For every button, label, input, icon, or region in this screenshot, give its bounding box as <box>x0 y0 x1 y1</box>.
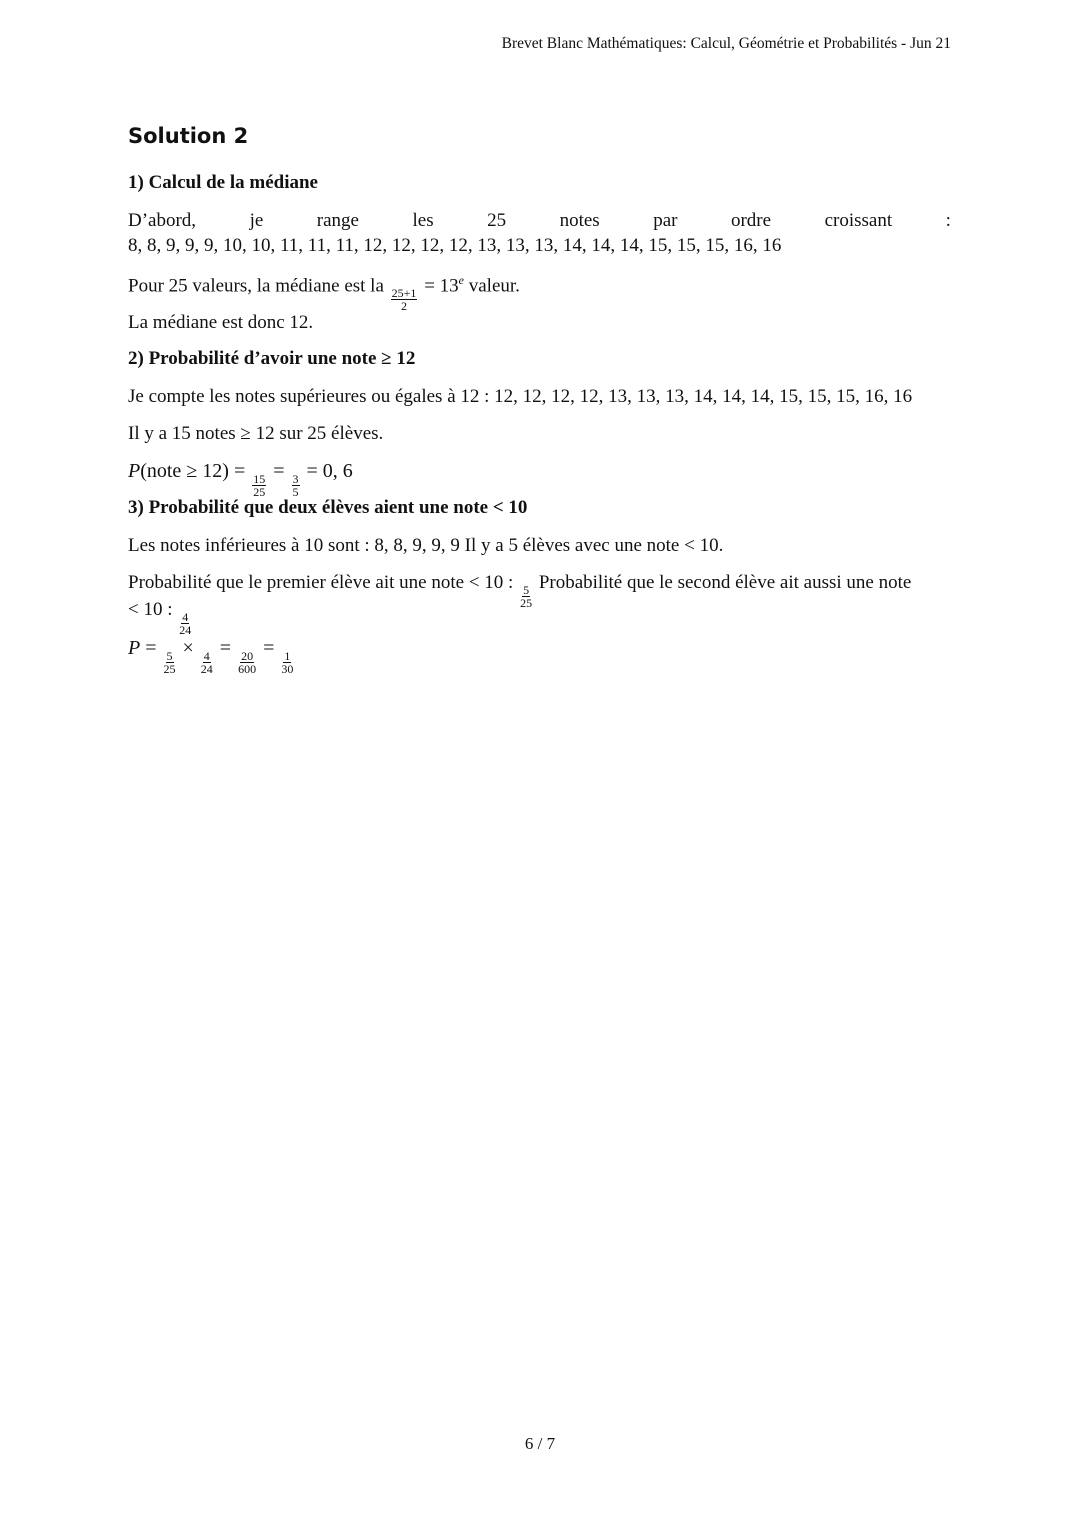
denominator: 24 <box>179 623 192 637</box>
denominator: 2 <box>401 299 408 314</box>
numerator: 25+1 <box>391 286 417 301</box>
sorted-values: 8, 8, 9, 9, 9, 10, 10, 11, 11, 11, 12, 12, 12, 12, 13, 13, 13, 14, 14, 14, 15, 15, 15, 16, 16 <box>128 235 782 256</box>
final-formula <box>128 637 951 675</box>
denominator: 25 <box>520 596 533 610</box>
word: je <box>249 210 264 231</box>
numerator: 5 <box>166 649 173 663</box>
eq: = <box>219 637 232 659</box>
fraction <box>292 473 300 498</box>
section-1-heading: 1) Calcul de la médiane <box>128 172 318 193</box>
word: les <box>412 210 434 231</box>
denominator: 25 <box>253 485 266 499</box>
word: D’abord, <box>128 210 197 231</box>
eq: = <box>273 460 285 482</box>
var: P <box>128 637 141 659</box>
numerator: 5 <box>523 583 530 597</box>
median-conclusion: La médiane est donc 12. <box>128 312 314 333</box>
text: Pour 25 valeurs, la médiane est la <box>128 275 384 297</box>
word: par <box>653 210 678 231</box>
fraction <box>391 287 418 312</box>
var: P <box>128 460 141 482</box>
page-number: 6 / 7 <box>524 1434 556 1453</box>
word: ordre <box>730 210 772 231</box>
fraction <box>252 473 266 498</box>
text: = 13 <box>424 275 459 297</box>
text: valeur. <box>463 275 520 297</box>
word: range <box>316 210 359 231</box>
fraction <box>179 611 191 636</box>
text: (note ≥ 12) = <box>140 460 246 482</box>
fraction <box>281 650 293 675</box>
numerator: 4 <box>182 610 189 624</box>
count-line: Je compte les notes supérieures ou égales à 12 : 12, 12, 12, 12, 13, 13, 13, 14, 14, 14, 15, 15, 15, 16, 16 <box>128 386 913 407</box>
word: croissant <box>824 210 893 231</box>
denominator: 600 <box>238 662 257 676</box>
word: : <box>945 210 951 231</box>
denominator: 24 <box>200 662 213 676</box>
solution-title: Solution 2 <box>128 124 249 148</box>
numerator: 4 <box>203 649 210 663</box>
numerator: 1 <box>284 649 291 663</box>
numerator: 15 <box>253 472 266 486</box>
section-2-heading: 2) Probabilité d’avoir une note ≥ 12 <box>128 348 416 369</box>
numerator: 20 <box>241 649 254 663</box>
section-3-heading: 3) Probabilité que deux élèves aient une note < 10 <box>128 497 528 518</box>
fraction <box>201 650 213 675</box>
denominator: 5 <box>292 485 299 499</box>
denominator: 30 <box>281 662 294 676</box>
running-header: Brevet Blanc Mathématiques: Calcul, Géométrie et Probabilités - Jun 21 <box>501 35 951 52</box>
intro-line <box>128 210 951 232</box>
text: Probabilité que le premier élève ait une note < 10 : <box>128 572 514 593</box>
word: notes <box>559 210 600 231</box>
eq: = <box>145 637 157 659</box>
text: = 0, 6 <box>306 460 353 482</box>
numerator: 3 <box>292 472 299 486</box>
second-probability <box>128 596 951 637</box>
total-line: Il y a 15 notes ≥ 12 sur 25 élèves. <box>128 423 384 444</box>
word: 25 <box>487 210 507 231</box>
denominator: 25 <box>163 662 176 676</box>
superscript: e <box>458 273 464 287</box>
text: Probabilité que le second élève ait aussi une note <box>538 572 912 593</box>
probability-formula <box>128 460 951 498</box>
fraction <box>238 650 256 675</box>
text: < 10 : <box>128 599 173 620</box>
fraction <box>164 650 176 675</box>
eq: = <box>263 637 275 659</box>
times: × <box>182 637 194 659</box>
lower-notes: Les notes inférieures à 10 sont : 8, 8, 9, 9, 9 Il y a 5 élèves avec une note < 10. <box>128 535 724 556</box>
median-rank <box>128 273 951 312</box>
